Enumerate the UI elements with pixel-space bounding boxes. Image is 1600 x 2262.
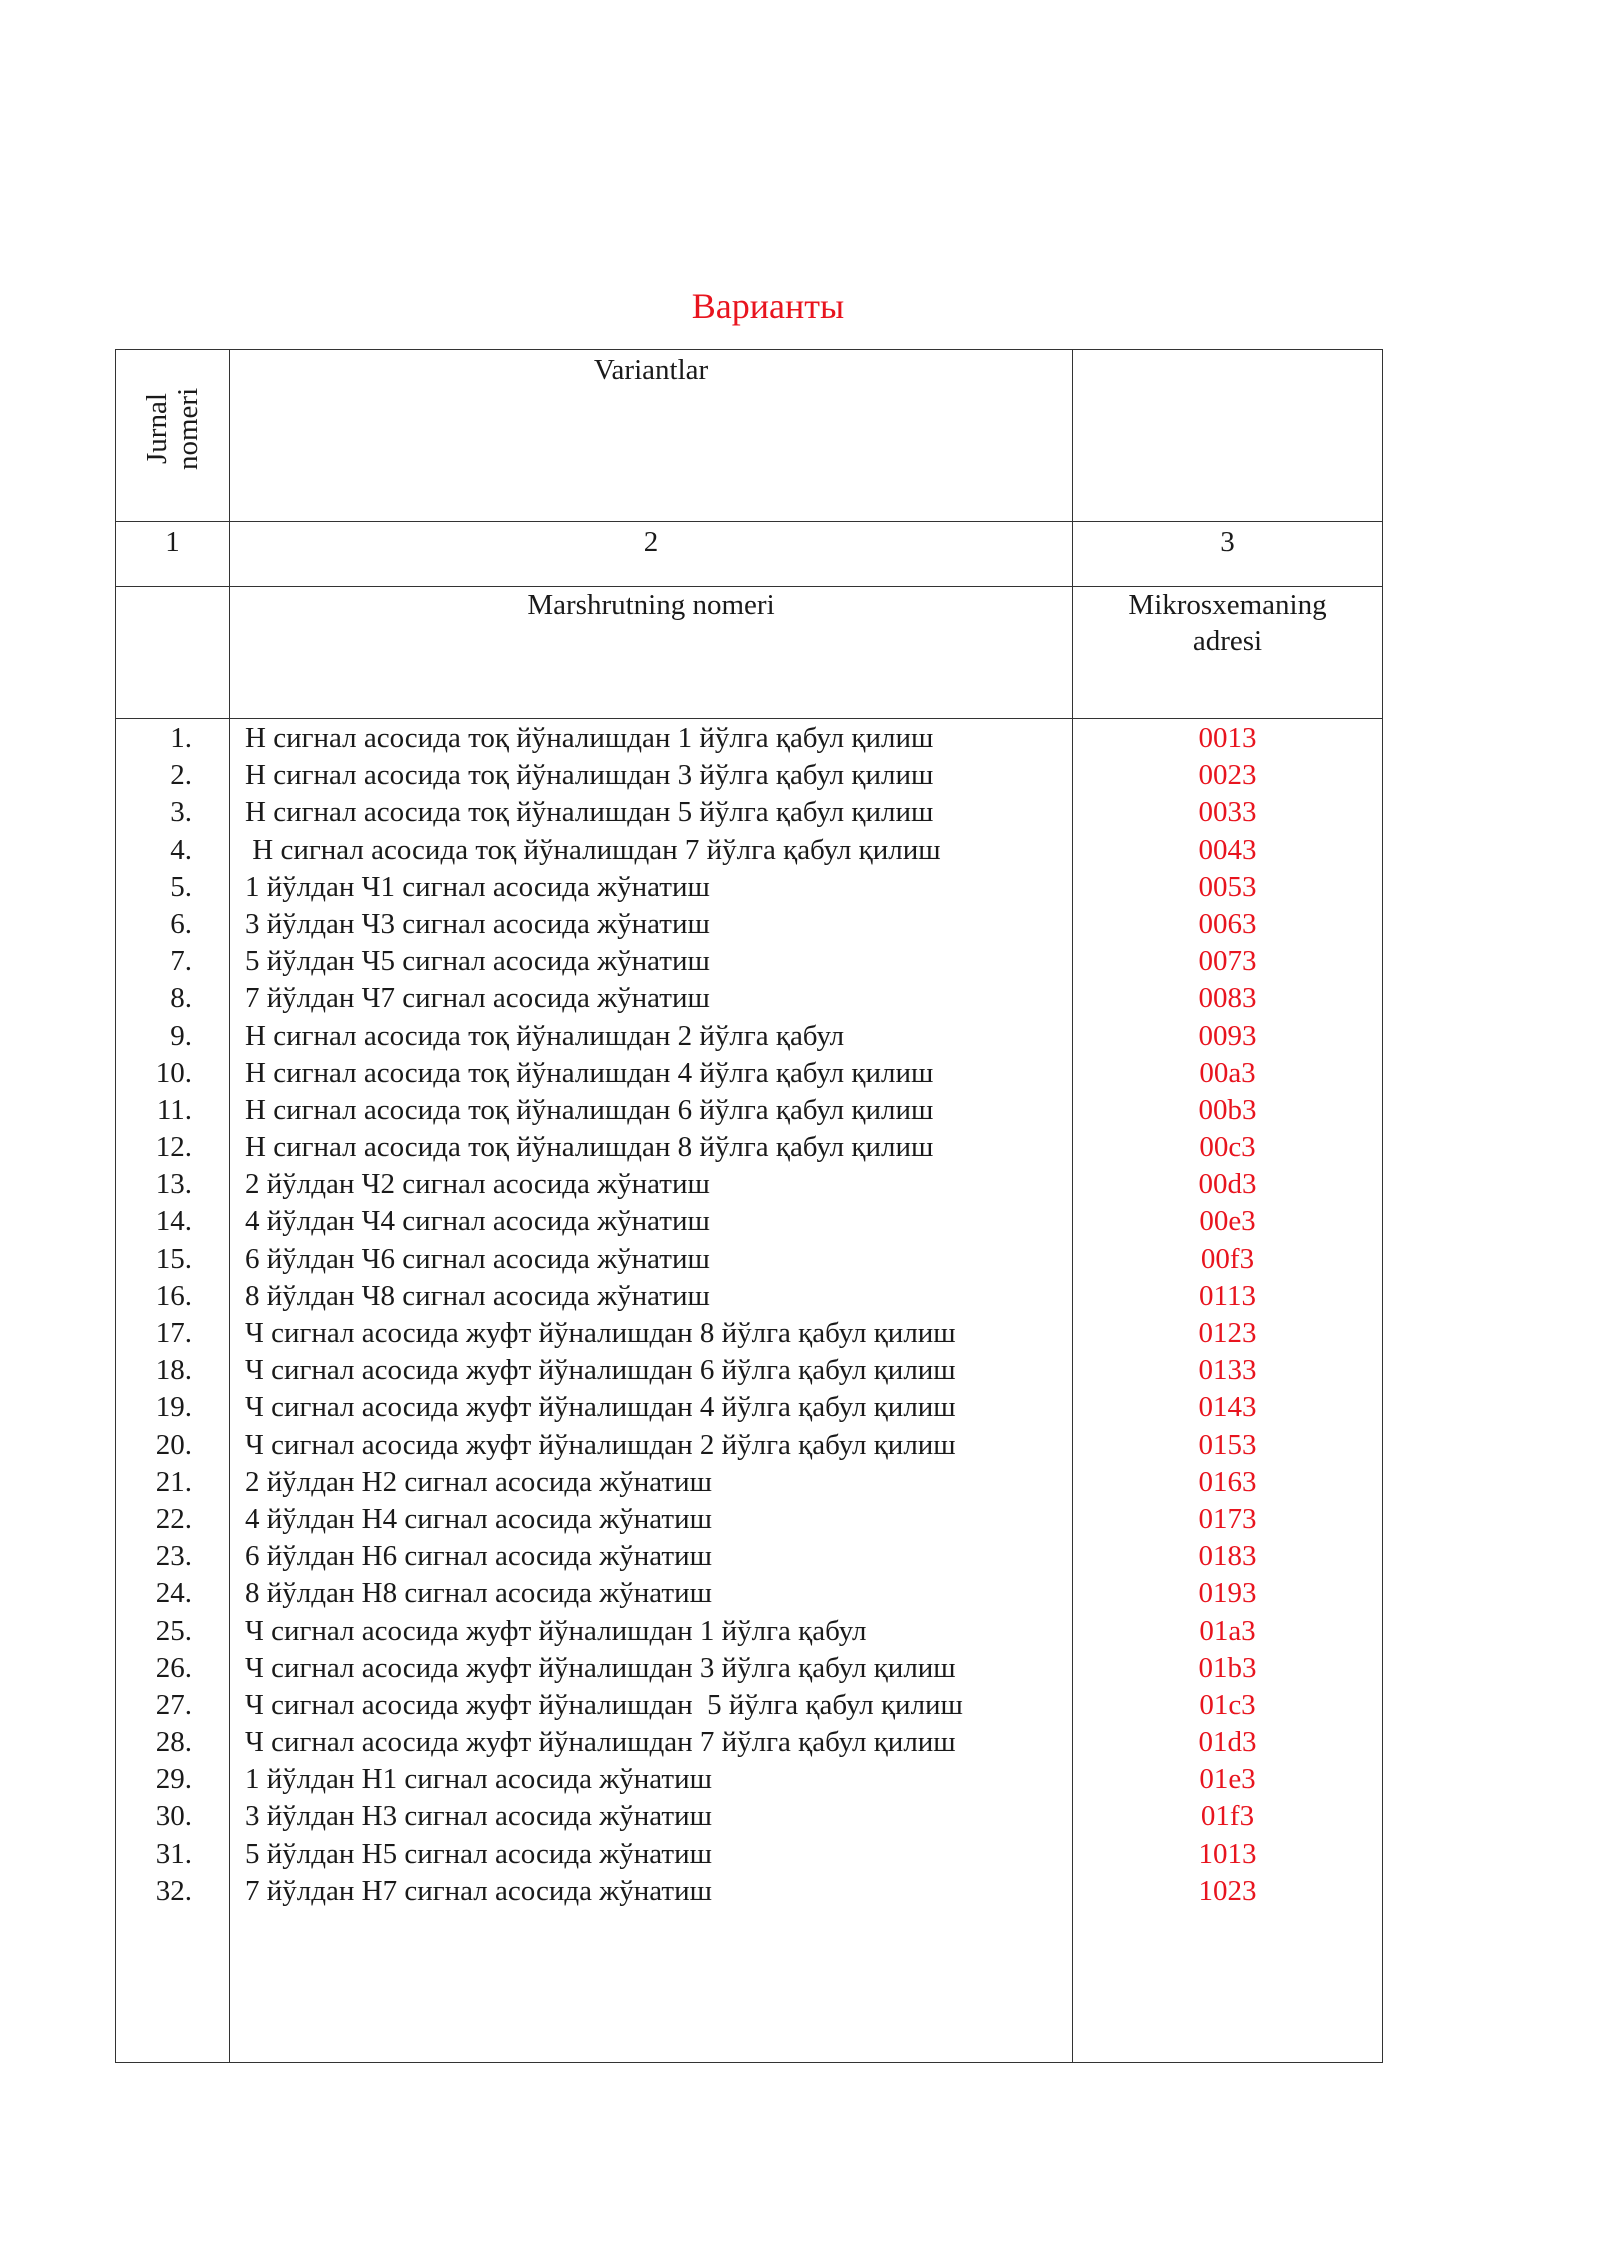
- row-number: 21.: [155, 1465, 192, 1498]
- route-description: 5 йўлдан Н5 сигнал асосида жўнатиш: [245, 1837, 712, 1870]
- column-number-row: [116, 522, 1383, 587]
- row-number: 1.: [170, 722, 192, 754]
- microcircuit-address: 01c3: [1199, 1688, 1256, 1721]
- microcircuit-address: 0143: [1198, 1391, 1257, 1424]
- route-description: Ч сигнал асосида жуфт йўналишдан 1 йўлга қабул: [245, 1614, 867, 1647]
- route-column-cell: [230, 719, 1073, 2063]
- route-description: 3 йўлдан Н3 сигнал асосида жўнатиш: [245, 1800, 712, 1833]
- address-column-cell: [1073, 719, 1383, 2063]
- microcircuit-address: 0193: [1198, 1577, 1257, 1610]
- microcircuit-address: 0033: [1198, 796, 1257, 829]
- route-description: 2 йўлдан Ч2 сигнал асосида жўнатиш: [245, 1168, 710, 1201]
- row-number: 18.: [155, 1354, 192, 1387]
- microcircuit-address: 0183: [1198, 1540, 1257, 1573]
- route-description: Ч сигнал асосида жуфт йўналишдан 6 йўлга қабул қилиш: [245, 1354, 956, 1387]
- subheader-empty-cell: [116, 587, 230, 719]
- row-number: 23.: [155, 1540, 192, 1573]
- row-number: 27.: [155, 1688, 192, 1721]
- journal-number-label: Jurnal nomeri: [140, 387, 204, 470]
- microcircuit-address: 00d3: [1198, 1168, 1257, 1201]
- route-description: 8 йўлдан Ч8 сигнал асосида жўнатиш: [245, 1279, 710, 1312]
- number-column-cell: [116, 719, 230, 2063]
- microcircuit-address: 0113: [1199, 1279, 1256, 1312]
- column-number-2: 2: [230, 522, 1073, 587]
- microcircuit-address: 00c3: [1199, 1131, 1256, 1164]
- row-number: 12.: [155, 1131, 192, 1164]
- microcircuit-address: 1013: [1198, 1837, 1257, 1870]
- microcircuit-address: 0063: [1198, 907, 1257, 940]
- row-number: 26.: [155, 1651, 192, 1684]
- address-header-text: Mikrosxemaning adresi: [1128, 589, 1327, 657]
- row-number: 9.: [170, 1019, 192, 1052]
- route-description: Н сигнал асосида тоқ йўналишдан 6 йўлга қабул қилиш: [245, 1093, 934, 1126]
- route-description: 5 йўлдан Ч5 сигнал асосида жўнатиш: [245, 945, 710, 978]
- row-number: 30.: [155, 1800, 192, 1833]
- route-description: 2 йўлдан Н2 сигнал асосида жўнатиш: [245, 1465, 712, 1498]
- document-title: Варианты: [691, 286, 845, 326]
- route-description: Н сигнал асосида тоқ йўналишдан 8 йўлга қабул қилиш: [245, 1131, 934, 1164]
- row-number: 17.: [155, 1317, 192, 1349]
- microcircuit-address: 00a3: [1199, 1056, 1256, 1089]
- table-body-row: [116, 719, 1383, 2063]
- route-description: Ч сигнал асосида жуфт йўналишдан 7 йўлга қабул қилиш: [245, 1726, 956, 1759]
- empty-header-cell: [1073, 350, 1383, 522]
- row-number: 5.: [170, 870, 192, 903]
- row-number: 29.: [155, 1763, 192, 1796]
- route-number-header: Marshrutning nomeri: [230, 587, 1073, 719]
- column-number-3: 3: [1073, 522, 1383, 587]
- microcircuit-address: 01f3: [1200, 1800, 1255, 1833]
- microcircuit-address: 0173: [1198, 1502, 1257, 1535]
- microcircuit-address: 01e3: [1199, 1763, 1256, 1796]
- row-number: 32.: [155, 1874, 192, 1907]
- microcircuit-address: 00b3: [1198, 1093, 1257, 1126]
- route-description: Н сигнал асосида тоқ йўналишдан 3 йўлга қабул қилиш: [245, 759, 934, 792]
- route-description: Н сигнал асосида тоқ йўналишдан 7 йўлга қабул қилиш: [245, 833, 941, 866]
- journal-header-cell: [116, 350, 230, 522]
- row-number: 13.: [155, 1168, 192, 1201]
- microcircuit-address: 01b3: [1198, 1651, 1257, 1684]
- row-number: 28.: [155, 1726, 192, 1759]
- route-description: Ч сигнал асосида жуфт йўналишдан 8 йўлга қабул қилиш: [245, 1317, 956, 1349]
- microcircuit-address: 00e3: [1199, 1205, 1256, 1238]
- route-description: Ч сигнал асосида жуфт йўналишдан 3 йўлга қабул қилиш: [245, 1651, 956, 1684]
- microcircuit-address: 0093: [1198, 1019, 1257, 1052]
- row-number: 15.: [155, 1242, 192, 1275]
- microcircuit-address: 0073: [1198, 945, 1257, 978]
- row-number: 14.: [155, 1205, 192, 1238]
- row-number: 20.: [155, 1428, 192, 1461]
- row-number: 4.: [170, 833, 192, 866]
- route-description: Н сигнал асосида тоқ йўналишдан 5 йўлга қабул қилиш: [245, 796, 934, 829]
- number-list: [116, 720, 229, 1910]
- route-description: Н сигнал асосида тоқ йўналишдан 4 йўлга қабул қилиш: [245, 1056, 934, 1089]
- microcircuit-address: 0043: [1198, 833, 1257, 866]
- route-description: 4 йўлдан Ч4 сигнал асосида жўнатиш: [245, 1205, 710, 1238]
- variants-table: [115, 349, 1383, 2063]
- row-number: 31.: [155, 1837, 192, 1870]
- row-number: 16.: [155, 1279, 192, 1312]
- route-description: Н сигнал асосида тоқ йўналишдан 1 йўлга қабул қилиш: [245, 722, 934, 754]
- route-description: 8 йўлдан Н8 сигнал асосида жўнатиш: [245, 1577, 712, 1610]
- row-number: 22.: [155, 1502, 192, 1535]
- microcircuit-address: 0013: [1198, 722, 1257, 754]
- row-number: 7.: [170, 945, 192, 978]
- microcircuit-address: 0153: [1198, 1428, 1257, 1461]
- route-description: 7 йўлдан Ч7 сигнал асосида жўнатиш: [245, 982, 710, 1015]
- microcircuit-address: 0053: [1198, 870, 1257, 903]
- row-number: 19.: [155, 1391, 192, 1424]
- address-list: [1073, 720, 1382, 1910]
- microcircuit-address: 0163: [1198, 1465, 1257, 1498]
- variants-header-cell: Variantlar: [230, 350, 1073, 522]
- route-description: Ч сигнал асосида жуфт йўналишдан 5 йўлга қабул қилиш: [245, 1688, 963, 1721]
- row-number: 2.: [170, 759, 192, 792]
- microcircuit-address: 0123: [1198, 1317, 1257, 1349]
- journal-header-wrap: [116, 350, 229, 521]
- microcircuit-address: 00f3: [1200, 1242, 1255, 1275]
- microcircuit-address: 0083: [1198, 982, 1257, 1015]
- route-list: [230, 720, 1072, 1910]
- route-description: 3 йўлдан Ч3 сигнал асосида жўнатиш: [245, 907, 710, 940]
- subheader-row: [116, 587, 1383, 719]
- row-number: 8.: [170, 982, 192, 1015]
- row-number: 6.: [170, 907, 192, 940]
- microcircuit-address: 0023: [1198, 759, 1257, 792]
- row-number: 10.: [155, 1056, 192, 1089]
- route-description: Ч сигнал асосида жуфт йўналишдан 2 йўлга қабул қилиш: [245, 1428, 956, 1461]
- route-description: Н сигнал асосида тоқ йўналишдан 2 йўлга қабул: [245, 1019, 845, 1052]
- microcircuit-address: 01d3: [1198, 1726, 1257, 1759]
- address-header: [1073, 587, 1383, 719]
- route-description: 1 йўлдан Ч1 сигнал асосида жўнатиш: [245, 870, 710, 903]
- route-description: 4 йўлдан Н4 сигнал асосида жўнатиш: [245, 1502, 712, 1535]
- route-description: Ч сигнал асосида жуфт йўналишдан 4 йўлга қабул қилиш: [245, 1391, 956, 1424]
- column-number-1: 1: [116, 522, 230, 587]
- row-number: 3.: [170, 796, 192, 829]
- route-description: 1 йўлдан Н1 сигнал асосида жўнатиш: [245, 1763, 712, 1796]
- table-header-row: [116, 350, 1383, 522]
- row-number: 24.: [155, 1577, 192, 1610]
- route-description: 7 йўлдан Н7 сигнал асосида жўнатиш: [245, 1874, 712, 1907]
- row-number: 25.: [155, 1614, 192, 1647]
- microcircuit-address: 01a3: [1199, 1614, 1256, 1647]
- row-number: 11.: [156, 1093, 192, 1126]
- microcircuit-address: 0133: [1198, 1354, 1257, 1387]
- route-description: 6 йўлдан Ч6 сигнал асосида жўнатиш: [245, 1242, 710, 1275]
- route-description: 6 йўлдан Н6 сигнал асосида жўнатиш: [245, 1540, 712, 1573]
- microcircuit-address: 1023: [1198, 1874, 1257, 1907]
